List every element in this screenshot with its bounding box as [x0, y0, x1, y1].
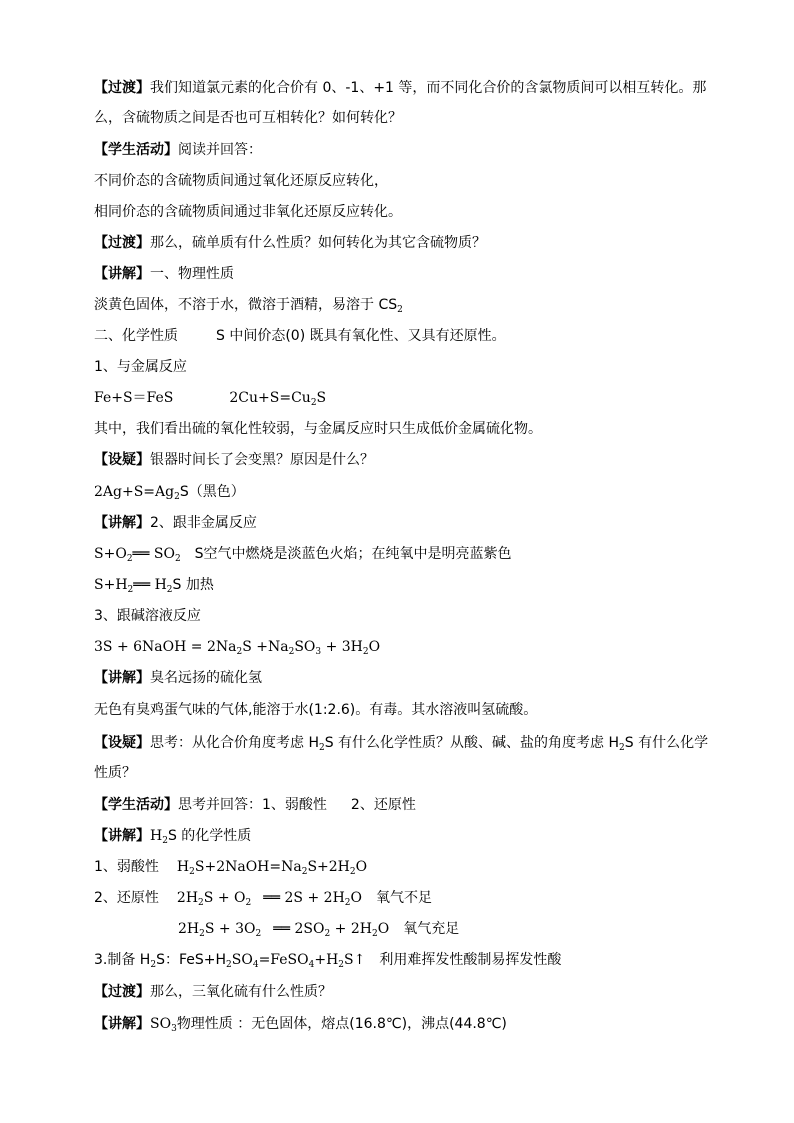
paragraph-line: 【讲解】2、跟非金属反应: [94, 515, 257, 531]
paragraph-line: 性质？: [94, 765, 136, 781]
paragraph-line: 无色有臭鸡蛋气味的气体,能溶于水(1:2.6)。有毒。其水溶液叫氢硫酸。: [94, 702, 538, 718]
section-tag: 【讲解】: [94, 266, 150, 282]
equation-line: 1、弱酸性 $H_2S+2NaOH=Na_2S+2H_2O$: [94, 859, 368, 877]
equation-line: 3S + 6NaOH = $2Na_2S +Na_2SO_3 + 3H_2O$: [94, 639, 381, 657]
paragraph-line: 【设疑】思考：从化合价角度考虑 $H_2S$ 有什么化学性质？从酸、碱、盐的角度考虑 $H_2S$ 有什么化学: [94, 735, 709, 753]
equation-line: $S+H_2══$ $H_2S$ 加热: [94, 577, 214, 595]
equation-line: 2、还原性 $2H_2S + O_2$ ══ $2S + 2H_2O$ 氧气不足: [94, 890, 432, 908]
paragraph-line: 【讲解】臭名远扬的硫化氢: [94, 670, 262, 686]
equation-line: $2H_2S + 3O_2$ ══ $2SO_2 + 2H_2O$ 氧气充足: [178, 921, 460, 939]
section-tag: 【讲解】: [94, 1016, 150, 1032]
paragraph-line: 淡黄色固体，不溶于水，微溶于酒精，易溶于 $CS_2$: [94, 297, 403, 315]
paragraph-line: 【过渡】那么，硫单质有什么性质？如何转化为其它含硫物质？: [94, 235, 486, 251]
equation-line: 3.制备 $H_2S$：$FeS+H_2SO_4=FeSO_4+H_2S↑$ 利用难挥发性酸制易挥发性酸: [94, 952, 562, 970]
section-tag: 【讲解】: [94, 828, 150, 844]
paragraph-line: 么，含硫物质之间是否也可互相转化？如何转化？: [94, 110, 402, 126]
paragraph-line: 【过渡】那么，三氧化硫有什么性质？: [94, 984, 332, 1000]
paragraph-line: 【学生活动】思考并回答：1、弱酸性 2、还原性: [94, 797, 416, 813]
section-tag: 【过渡】: [94, 80, 150, 96]
paragraph-line: 不同价态的含硫物质间通过氧化还原反应转化，: [94, 173, 388, 189]
paragraph-line: 【讲解】$H_2S$ 的化学性质: [94, 828, 252, 846]
paragraph-line: 【学生活动】阅读并回答：: [94, 142, 262, 158]
paragraph-line: 【讲解】$SO_3$物理性质 ：无色固体，熔点(16.8℃)，沸点(44.8℃): [94, 1016, 507, 1034]
section-tag: 【设疑】: [94, 452, 150, 468]
section-tag: 【讲解】: [94, 670, 150, 686]
paragraph-line: 3、跟碱溶液反应: [94, 608, 201, 624]
paragraph-line: 【设疑】银器时间长了会变黑？原因是什么？: [94, 452, 374, 468]
equation-line: Fe+S＝FeS $2Cu+S=Cu_2S$: [94, 390, 327, 408]
equation-line: $2Ag+S=Ag_2S$（黑色）: [94, 484, 245, 502]
paragraph-line: 【讲解】一、物理性质: [94, 266, 234, 282]
paragraph-line: 1、与金属反应: [94, 359, 187, 375]
section-tag: 【过渡】: [94, 984, 150, 1000]
section-tag: 【讲解】: [94, 515, 150, 531]
section-tag: 【过渡】: [94, 235, 150, 251]
paragraph-line: 【过渡】我们知道氯元素的化合价有 0、-1、+1 等，而不同化合价的含氯物质间可以相互转化。那: [94, 80, 707, 96]
paragraph-line: 二、化学性质 S 中间价态(0) 既具有氧化性、又具有还原性。: [94, 328, 506, 344]
paragraph-line: 其中，我们看出硫的氧化性较弱，与金属反应时只生成低价金属硫化物。: [94, 421, 542, 437]
section-tag: 【设疑】: [94, 735, 150, 751]
paragraph-line: 相同价态的含硫物质间通过非氧化还原反应转化。: [94, 204, 402, 220]
equation-line: $S+O_2══$ $SO_2$ S空气中燃烧是淡蓝色火焰；在纯氧中是明亮蓝紫色: [94, 546, 512, 564]
section-tag: 【学生活动】: [94, 142, 178, 158]
section-tag: 【学生活动】: [94, 797, 178, 813]
